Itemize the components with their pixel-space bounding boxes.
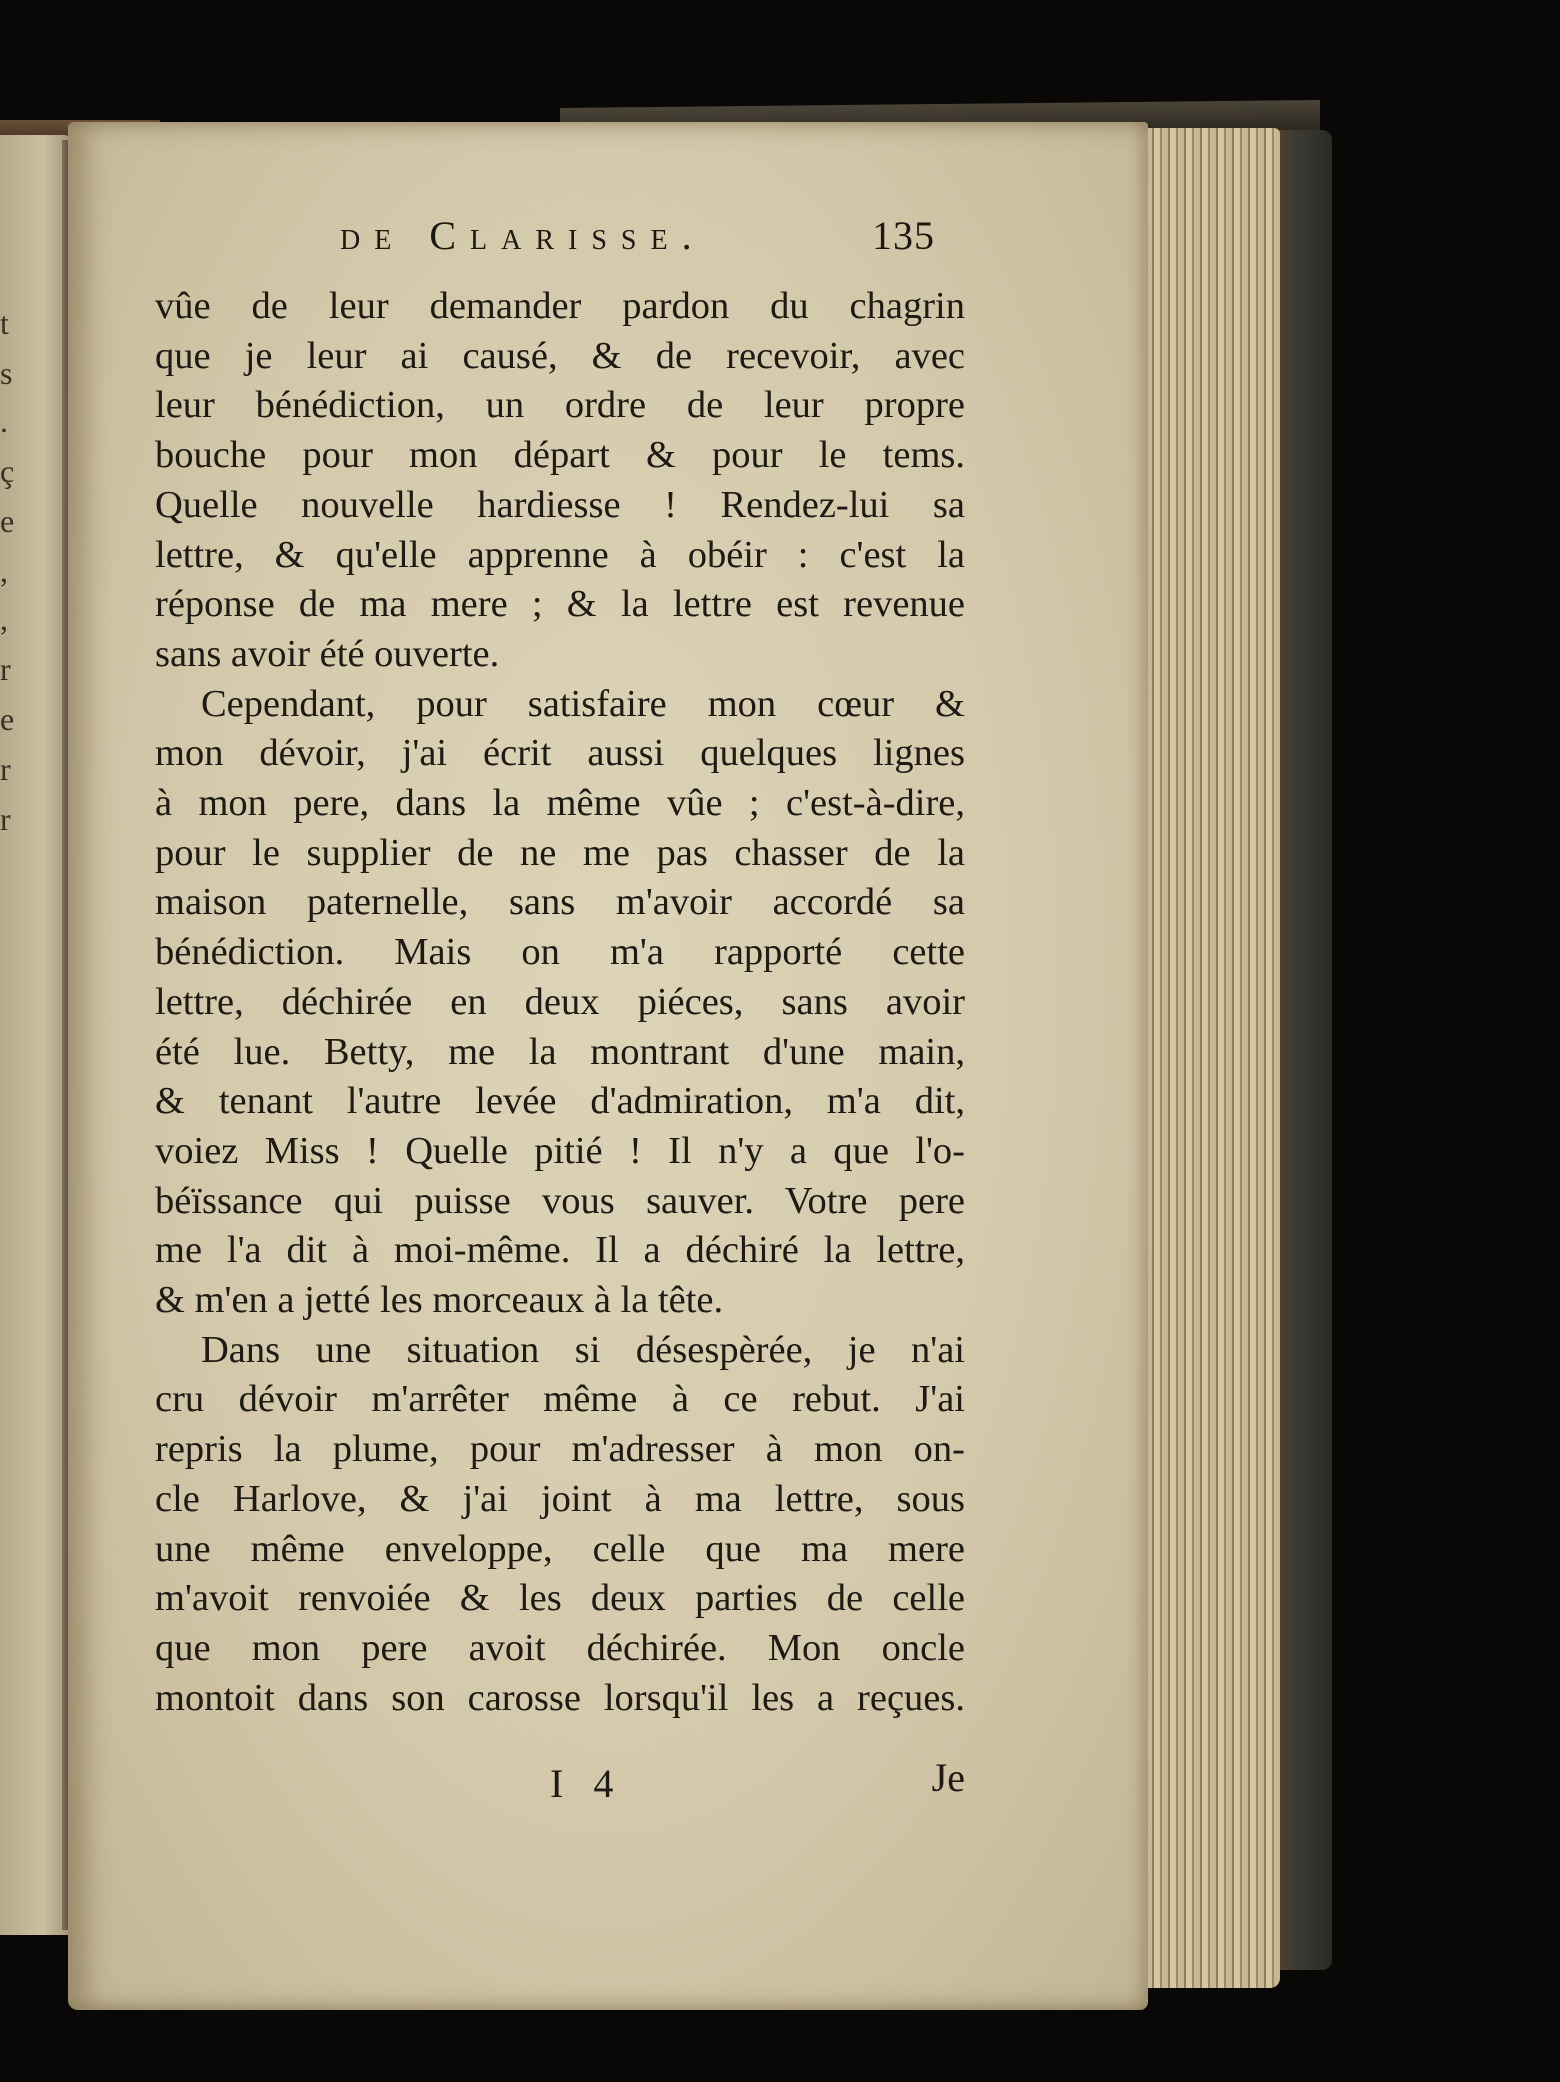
text-line: cru dévoir m'arrêter même à ce rebut. J'ai: [155, 1378, 965, 1421]
text-line: voiez Miss ! Quelle pitié ! Il n'y a que l'o-: [155, 1129, 965, 1172]
catchword: Je: [931, 1755, 965, 1800]
text-line: leur bénédiction, un ordre de leur propre: [155, 384, 965, 427]
left-margin-char: ç: [0, 453, 15, 489]
text-line: pour le supplier de ne me pas chasser de la: [155, 831, 965, 874]
left-margin-char: e: [0, 701, 15, 737]
left-margin-char: ,: [0, 553, 8, 589]
text-line: & m'en a jetté les morceaux à la tête.: [155, 1279, 724, 1322]
text-line: été lue. Betty, me la montrant d'une main,: [155, 1030, 965, 1073]
text-line: Cependant, pour satisfaire mon cœur &: [201, 682, 965, 725]
page-footer: [155, 1755, 965, 1820]
text-line: cle Harlove, & j'ai joint à ma lettre, sous: [155, 1477, 965, 1520]
text-line: me l'a dit à moi-même. Il a déchiré la lettre,: [155, 1229, 965, 1272]
text-line: bouche pour mon départ & pour le tems.: [155, 434, 965, 477]
text-line: repris la plume, pour m'adresser à mon on-: [155, 1428, 965, 1471]
text-line: maison paternelle, sans m'avoir accordé sa: [155, 881, 965, 924]
running-head: de Clarisse.: [340, 213, 706, 258]
left-margin-char: t: [0, 305, 9, 341]
signature-mark: I 4: [550, 1761, 624, 1806]
text-line: que mon pere avoit déchirée. Mon oncle: [155, 1626, 965, 1669]
text-line: que je leur ai causé, & de recevoir, avec: [155, 334, 965, 377]
left-margin-char: .: [0, 403, 8, 439]
text-line: lettre, & qu'elle apprenne à obéir : c'est la: [155, 533, 965, 576]
left-margin-char: r: [0, 751, 11, 787]
page-number: 135: [872, 213, 935, 258]
text-line: vûe de leur demander pardon du chagrin: [155, 285, 965, 327]
left-margin-char: r: [0, 801, 11, 837]
leather-cover: [1272, 130, 1332, 1970]
left-margin-char: e: [0, 503, 15, 539]
text-line: Quelle nouvelle hardiesse ! Rendez-lui sa: [155, 483, 965, 526]
text-line: réponse de ma mere ; & la lettre est revenue: [155, 583, 965, 626]
text-line: m'avoit renvoiée & les deux parties de celle: [155, 1577, 965, 1620]
page-edges: [1130, 128, 1280, 1988]
text-line: montoit dans son carosse lorsqu'il les a reçues.: [155, 1676, 965, 1719]
left-margin-char: r: [0, 651, 11, 687]
left-margin-char: s: [0, 355, 13, 391]
text-line: Dans une situation si désespèrée, je n'ai: [201, 1328, 965, 1371]
text-line: à mon pere, dans la même vûe ; c'est-à-dire,: [155, 782, 965, 825]
left-margin-char: ,: [0, 601, 8, 637]
text-line: lettre, déchirée en deux piéces, sans avoir: [155, 980, 965, 1023]
text-line: bénédiction. Mais on m'a rapporté cette: [155, 931, 965, 974]
text-line: mon dévoir, j'ai écrit aussi quelques lignes: [155, 732, 965, 775]
text-line: béïssance qui puisse vous sauver. Votre pere: [155, 1179, 965, 1222]
page-header: [340, 212, 980, 272]
text-line: & tenant l'autre levée d'admiration, m'a dit,: [155, 1080, 965, 1123]
text-line: sans avoir été ouverte.: [155, 632, 500, 675]
text-line: une même enveloppe, celle que ma mere: [155, 1527, 965, 1570]
body-text: [155, 282, 965, 1723]
